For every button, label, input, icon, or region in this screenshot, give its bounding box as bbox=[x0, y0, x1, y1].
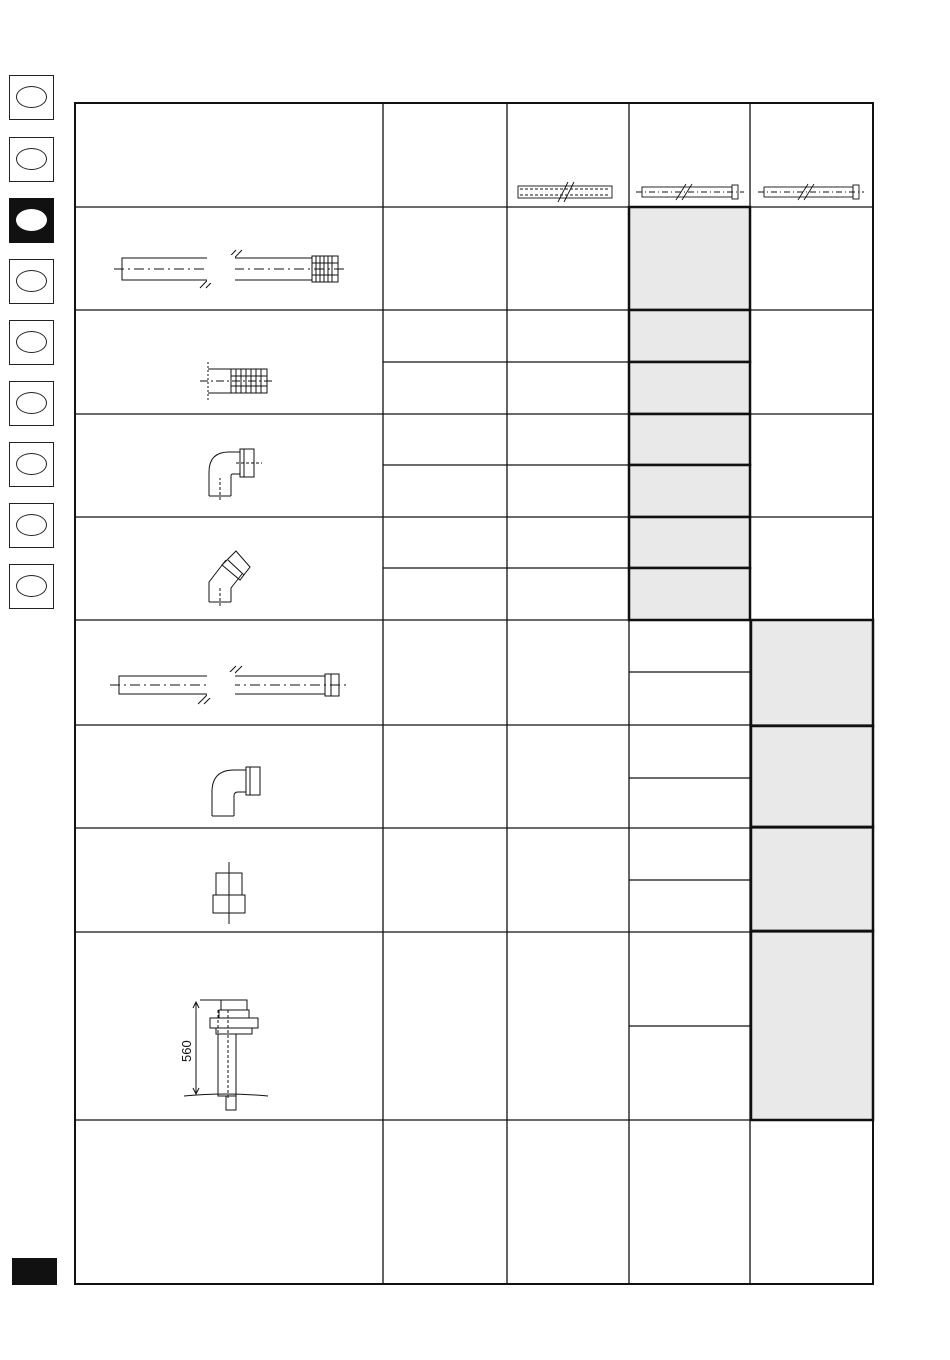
shaded-cell bbox=[751, 620, 873, 726]
dimension-560: 560 bbox=[179, 1040, 194, 1062]
header-pipe-icon-col3 bbox=[758, 184, 864, 200]
shaded-cell bbox=[751, 931, 873, 1120]
header-pipe-icon-col2 bbox=[636, 184, 744, 200]
shaded-cell bbox=[751, 827, 873, 931]
shaded-cells bbox=[629, 207, 873, 1120]
shaded-cell bbox=[629, 310, 750, 362]
shaded-cell bbox=[629, 362, 750, 414]
drawing-straight-pipe-terminal bbox=[114, 250, 346, 288]
shaded-cell bbox=[629, 414, 750, 465]
drawing-extension-pipe bbox=[110, 666, 350, 704]
shaded-cell bbox=[629, 517, 750, 568]
shaded-cell bbox=[629, 465, 750, 517]
drawing-elbow-90 bbox=[209, 449, 262, 500]
header-pipe-icon-dashed bbox=[518, 182, 612, 202]
shaded-cell bbox=[629, 568, 750, 620]
shaded-cell bbox=[629, 207, 750, 310]
drawing-elbow-90-single bbox=[212, 767, 260, 816]
drawing-reducer bbox=[213, 862, 245, 924]
drawing-terminal-adapter bbox=[200, 362, 272, 400]
shaded-cell bbox=[751, 726, 873, 827]
drawing-roof-terminal bbox=[184, 1000, 268, 1110]
drawing-elbow-45 bbox=[209, 551, 250, 606]
